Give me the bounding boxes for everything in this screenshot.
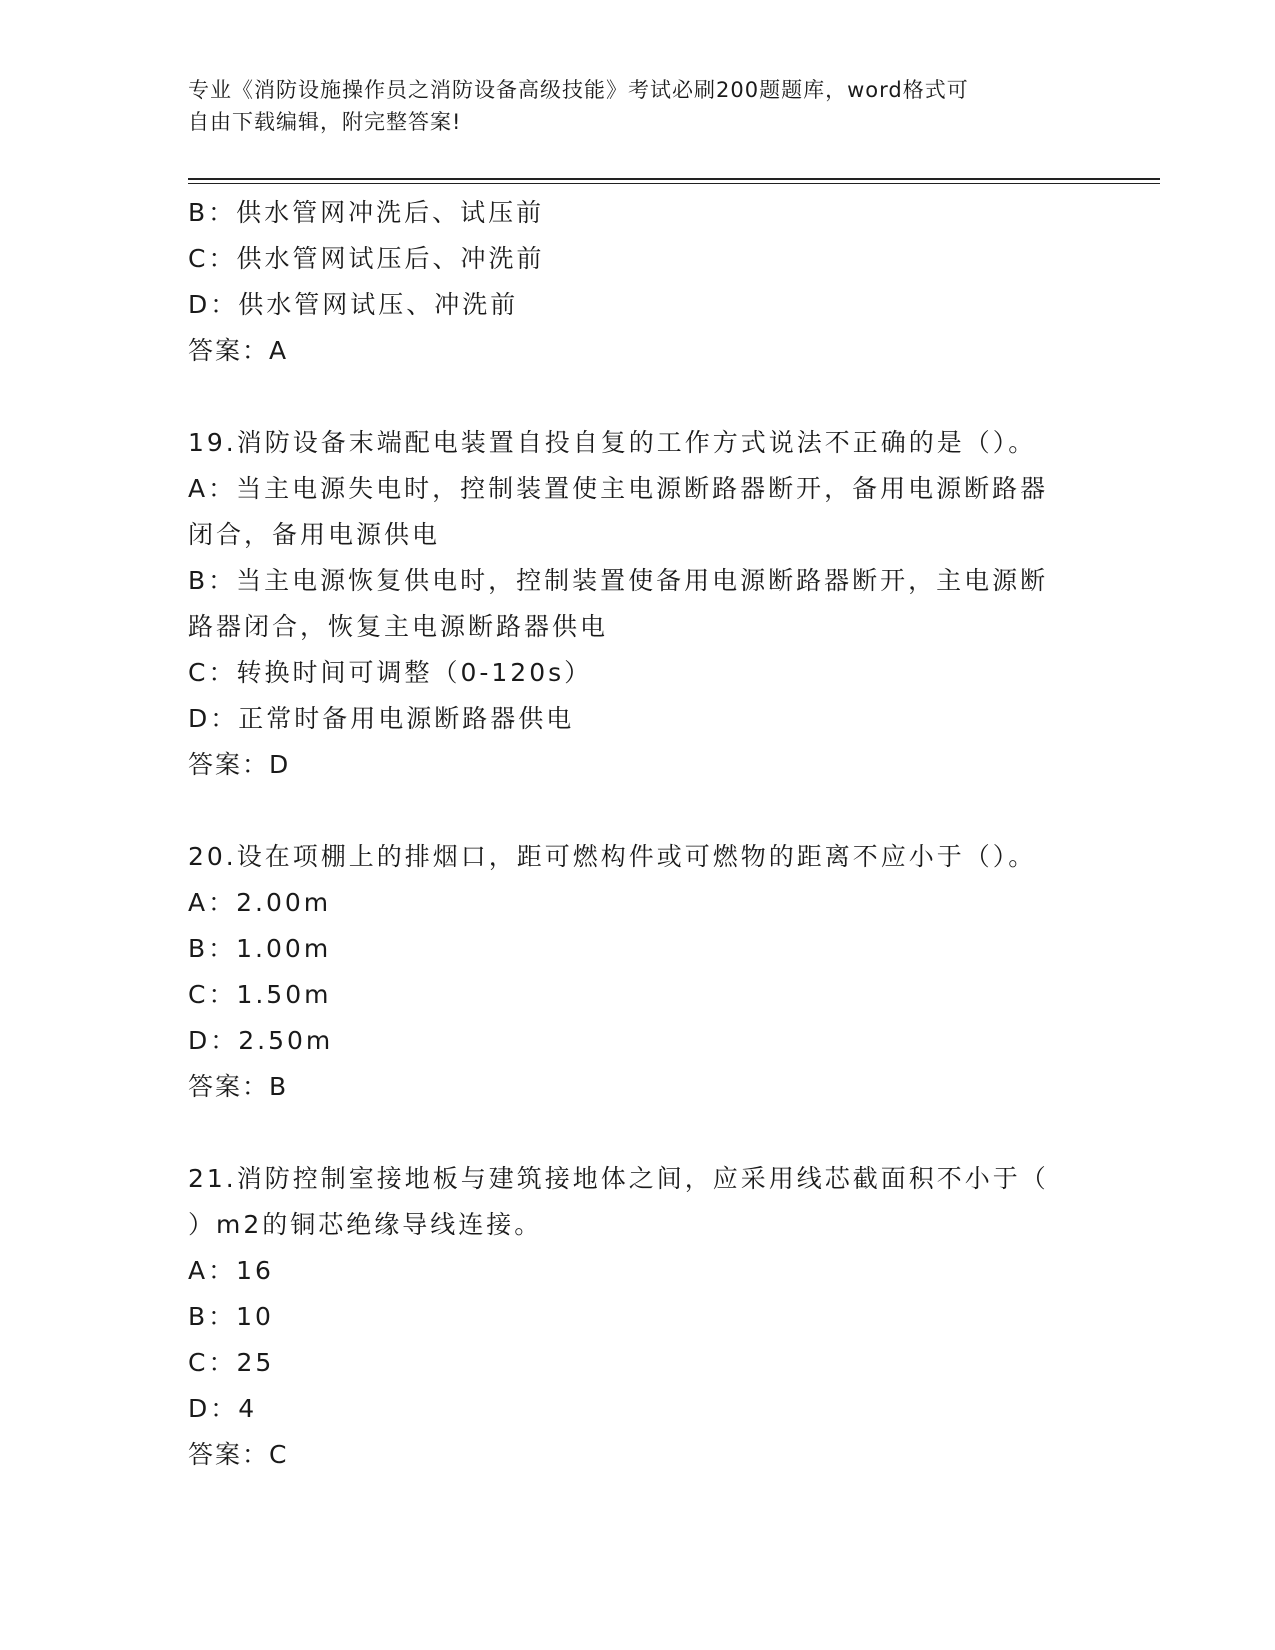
question-text-continued: ）m2的铜芯绝缘导线连接。 bbox=[188, 1210, 543, 1239]
header-line-1: 专业《消防设施操作员之消防设备高级技能》考试必刷200题题库，word格式可 bbox=[188, 78, 969, 102]
answer-label: 答案：B bbox=[188, 1072, 289, 1101]
spacer bbox=[188, 374, 1088, 420]
header-line-2: 自由下载编辑，附完整答案! bbox=[188, 110, 462, 134]
option-d: D：4 bbox=[188, 1394, 258, 1423]
option-a-continued: 闭合，备用电源供电 bbox=[188, 520, 441, 549]
option-a: A：16 bbox=[188, 1256, 274, 1285]
option-b: B：1.00m bbox=[188, 934, 332, 963]
answer-label: 答案：C bbox=[188, 1440, 289, 1469]
question-list bbox=[188, 190, 1088, 1478]
option-c: C：1.50m bbox=[188, 980, 332, 1009]
option-c: C：25 bbox=[188, 1348, 275, 1377]
question-block-18 bbox=[188, 190, 1088, 374]
option-a: A：当主电源失电时，控制装置使主电源断路器断开，备用电源断路器 bbox=[188, 474, 1049, 503]
question-block-19 bbox=[188, 420, 1088, 788]
answer-label: 答案：D bbox=[188, 750, 291, 779]
option-b: B：当主电源恢复供电时，控制装置使备用电源断路器断开，主电源断 bbox=[188, 566, 1049, 595]
option-b: B：供水管网冲洗后、试压前 bbox=[188, 198, 545, 227]
question-block-21 bbox=[188, 1156, 1088, 1478]
question-text: 19.消防设备末端配电装置自投自复的工作方式说法不正确的是（）。 bbox=[188, 428, 1037, 457]
spacer bbox=[188, 1110, 1088, 1156]
option-c: C：转换时间可调整（0-120s） bbox=[188, 658, 593, 687]
option-d: D：正常时备用电源断路器供电 bbox=[188, 704, 575, 733]
option-b: B：10 bbox=[188, 1302, 274, 1331]
header-divider-thick bbox=[188, 178, 1160, 180]
option-c: C：供水管网试压后、冲洗前 bbox=[188, 244, 545, 273]
question-text: 21.消防控制室接地板与建筑接地体之间，应采用线芯截面积不小于（ bbox=[188, 1164, 1049, 1193]
option-d: D：2.50m bbox=[188, 1026, 334, 1055]
question-text: 20.设在项棚上的排烟口，距可燃构件或可燃物的距离不应小于（）。 bbox=[188, 842, 1037, 871]
spacer bbox=[188, 788, 1088, 834]
question-block-20 bbox=[188, 834, 1088, 1110]
option-d: D：供水管网试压、冲洗前 bbox=[188, 290, 519, 319]
answer-label: 答案：A bbox=[188, 336, 289, 365]
document-header bbox=[188, 74, 1088, 138]
header-divider-thin bbox=[188, 183, 1160, 184]
option-a: A：2.00m bbox=[188, 888, 332, 917]
option-b-continued: 路器闭合，恢复主电源断路器供电 bbox=[188, 612, 609, 641]
